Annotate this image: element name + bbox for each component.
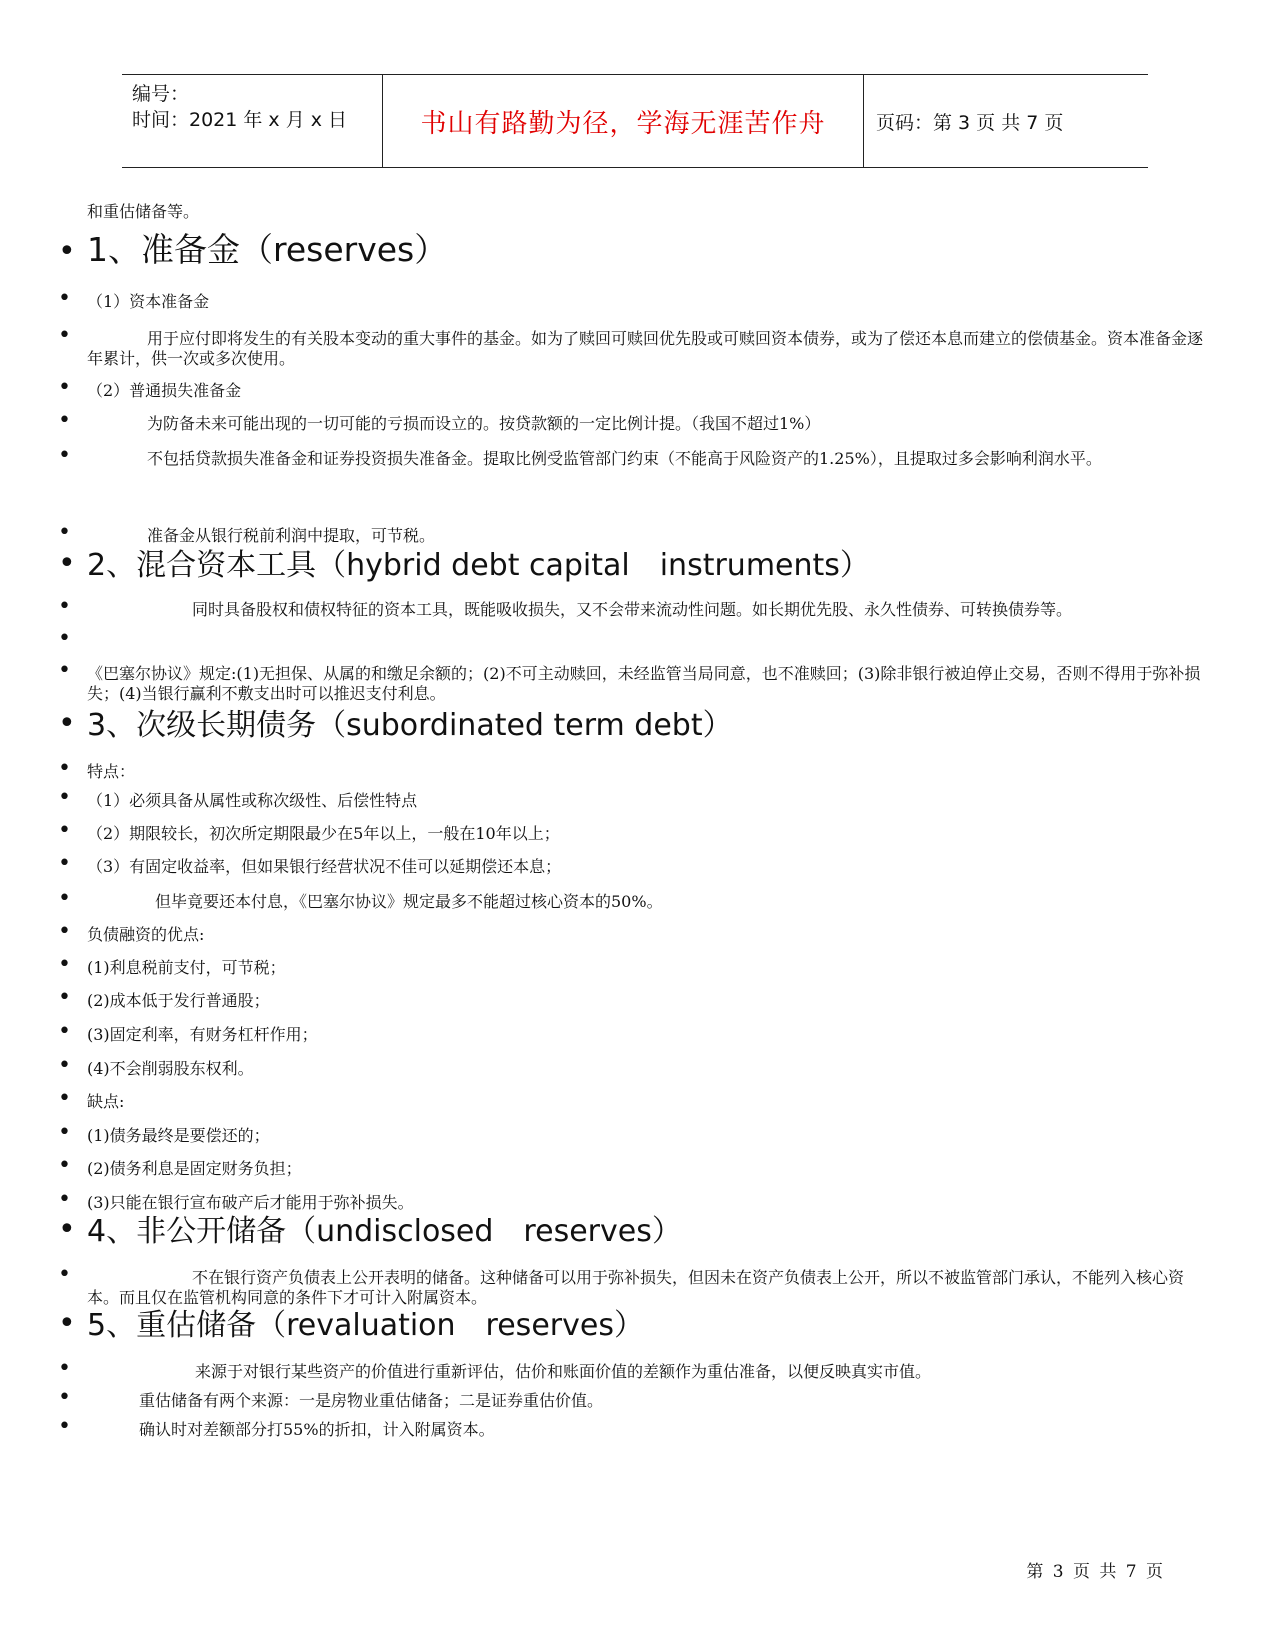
bullet: • (58, 886, 71, 911)
bullet: • (58, 323, 71, 348)
bullet: • (58, 851, 71, 876)
bullet: • (58, 785, 71, 810)
bullet: • (58, 1019, 71, 1044)
paragraph-text: 和重估储备等。 (87, 202, 200, 221)
heading-text: 1、准备金（reserves） (87, 230, 448, 269)
bullet: • (58, 919, 71, 944)
heading-text: 4、非公开储备（undisclosed reserves） (87, 1214, 682, 1249)
item-text: 确认时对差额部分打55%的折扣，计入附属资本。 (139, 1420, 495, 1439)
item-text: （1）资本准备金 (87, 292, 210, 311)
bullet: • (58, 234, 76, 269)
item-text: (3)固定利率，有财务杠杆作用； (87, 1025, 318, 1044)
item-text: 同时具备股权和债权特征的资本工具，既能吸收损失，又不会带来流动性问题。如长期优先股、永久性债券、可转换债券等。 (192, 600, 1073, 619)
bullet: • (58, 1153, 71, 1178)
bullet: • (58, 594, 71, 619)
item-text: 用于应付即将发生的有关股本变动的重大事件的基金。如为了赎回可赎回优先股或可赎回资本债券，或为了偿还本息而建立的偿债基金。资本准备金逐年累计，供一次或多次使用。 (87, 329, 1204, 368)
item-text: (4)不会削弱股东权利。 (87, 1059, 254, 1078)
bullet: • (58, 1120, 71, 1145)
bullet: • (58, 1262, 71, 1287)
bullet: • (58, 658, 71, 683)
bullet: • (58, 1187, 71, 1212)
item-text: 准备金从银行税前利润中提取，可节税。 (147, 526, 436, 545)
bullet: • (58, 706, 76, 741)
bullet: • (58, 1385, 71, 1410)
item-text: （2）期限较长，初次所定期限最少在5年以上，一般在10年以上； (87, 824, 560, 843)
bullet: • (58, 1356, 71, 1381)
bullet: • (58, 1306, 76, 1341)
bullet: • (58, 546, 76, 581)
bullet: • (58, 286, 71, 311)
item-text: （2）普通损失准备金 (87, 381, 242, 400)
item-text: 负债融资的优点: (87, 925, 205, 944)
item-text: 特点： (87, 762, 136, 781)
bullet: • (58, 952, 71, 977)
bullet: • (58, 375, 71, 400)
item-text: 来源于对银行某些资产的价值进行重新评估，估价和账面价值的差额作为重估准备，以便反映真实市值。 (195, 1362, 932, 1381)
item-text: 不在银行资产负债表上公开表明的储备。这种储备可以用于弥补损失，但因未在资产负债表上公开，所以不被监管部门承认，不能列入核心资本。而且仅在监管机构同意的条件下才可计入附属资本。 (87, 1268, 1185, 1307)
bullet: • (58, 1053, 71, 1078)
item-text: (1)债务最终是要偿还的； (87, 1126, 270, 1145)
item-text: （3）有固定收益率，但如果银行经营状况不佳可以延期偿还本息； (87, 857, 562, 876)
item-text: 但毕竟要还本付息，《巴塞尔协议》规定最多不能超过核心资本的50%。 (155, 892, 663, 911)
item-text: （1）必须具备从属性或称次级性、后偿性特点 (87, 791, 418, 810)
heading-text: 2、混合资本工具（hybrid debt capital instruments） (87, 548, 870, 583)
bullet: • (58, 1212, 76, 1247)
item-text: (1)利息税前支付，可节税； (87, 958, 286, 977)
item-text: (2)成本低于发行普通股； (87, 991, 270, 1010)
heading-text: 3、次级长期债务（subordinated term debt） (87, 708, 733, 743)
item-text: 《巴塞尔协议》规定:(1)无担保、从属的和缴足余额的；(2)不可主动赎回，未经监管当局同意，也不准赎回；(3)除非银行被迫停止交易，否则不得用于弥补损失；(4)当银行赢利不敷支出时可以推迟支付利息。 (87, 664, 1201, 703)
bullet: • (58, 818, 71, 843)
item-text: 不包括贷款损失准备金和证券投资损失准备金。提取比例受监管部门约束（不能高于风险资产的1.25%），且提取过多会影响利润水平。 (147, 449, 1102, 468)
bullet: • (58, 626, 71, 651)
item-text: (2)债务利息是固定财务负担； (87, 1159, 302, 1178)
page-number: 页码：第 3 页 共 7 页 (876, 111, 1064, 134)
motto: 书山有路勤为径，学海无涯苦作舟 (420, 108, 826, 139)
item-text: 为防备未来可能出现的一切可能的亏损而设立的。按贷款额的一定比例计提。（我国不超过1%） (147, 414, 821, 433)
time-label: 时间：2021 年 x 月 x 日 (132, 109, 348, 131)
bullet: • (58, 985, 71, 1010)
bullet: • (58, 520, 71, 545)
bullet: • (58, 1086, 71, 1111)
bullet: • (58, 756, 71, 781)
bullet: • (58, 408, 71, 433)
page-footer: 第 3 页 共 7 页 (1026, 1562, 1165, 1582)
heading-text: 5、重估储备（revaluation reserves） (87, 1308, 644, 1343)
item-text: 缺点: (87, 1092, 125, 1111)
item-text: 重估储备有两个来源：一是房物业重估储备；二是证券重估价值。 (139, 1391, 604, 1410)
bullet: • (58, 1414, 71, 1439)
item-text: (3)只能在银行宣布破产后才能用于弥补损失。 (87, 1193, 414, 1212)
number-label: 编号： (132, 83, 190, 105)
bullet: • (58, 443, 71, 468)
